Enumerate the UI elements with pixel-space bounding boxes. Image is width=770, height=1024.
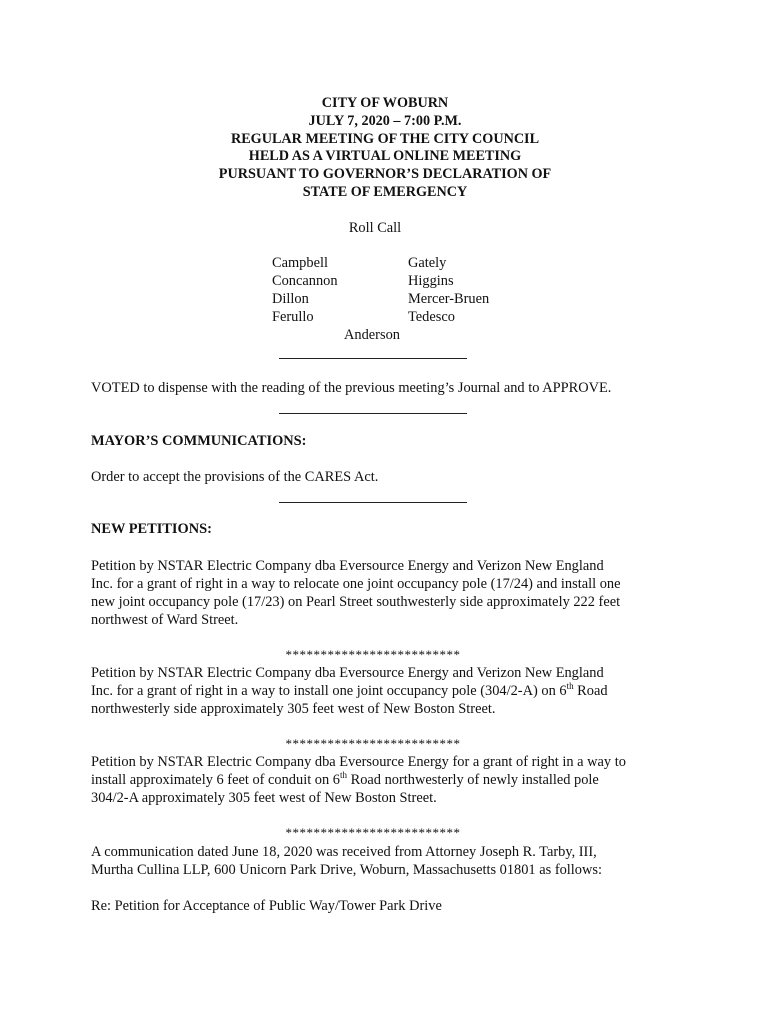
re-line-paragraph	[91, 897, 671, 915]
paragraph-line: Petition by NSTAR Electric Company dba Eversource Energy and Verizon New England	[91, 558, 604, 574]
heading-text: MAYOR’S COMMUNICATIONS:	[91, 433, 307, 449]
new-petitions-heading	[91, 520, 671, 538]
communication-paragraph	[91, 843, 671, 879]
header-line: CITY OF WOBURN	[321, 95, 449, 111]
roll-call-name: Ferullo	[272, 309, 314, 325]
roll-call-title: Roll Call	[348, 220, 402, 236]
roll-call-name: Higgins	[408, 273, 454, 289]
roll-call-name: Tedesco	[408, 309, 455, 325]
mayors-communications-text	[91, 468, 671, 486]
paragraph-line: Petition by NSTAR Electric Company dba Eversource Energy and Verizon New England	[91, 665, 604, 681]
roll-call-name: Anderson	[344, 327, 400, 343]
paragraph-line: Inc. for a grant of right in a way to relocate one joint occupancy pole (17/24) and install one	[91, 576, 621, 592]
paragraph-line	[91, 682, 671, 700]
voted-paragraph	[91, 379, 731, 397]
paragraph-line: new joint occupancy pole (17/23) on Pearl Street southwesterly side approximately 222 feet	[91, 594, 621, 610]
roll-call-name: Gately	[408, 255, 447, 271]
ordinal-suffix: th	[566, 681, 574, 692]
paragraph-text: Order to accept the provisions of the CARES Act.	[91, 469, 379, 485]
roll-call-left-column	[272, 254, 338, 326]
voted-text: VOTED to dispense with the reading of the previous meeting’s Journal and to APPROVE.	[91, 380, 612, 396]
header-line: REGULAR MEETING OF THE CITY COUNCIL	[230, 130, 540, 147]
roll-call-right-column	[408, 254, 489, 326]
roll-call-name: Dillon	[272, 291, 309, 307]
text-run: Inc. for a grant of right in a way to install one joint occupancy pole (304/2-A) on 6	[91, 683, 567, 699]
text-run: install approximately 6 feet of conduit on 6	[91, 772, 340, 788]
section-divider	[279, 502, 467, 503]
ordinal-suffix: th	[339, 770, 347, 781]
paragraph-line: A communication dated June 18, 2020 was received from Attorney Joseph R. Tarby, III,	[91, 844, 597, 860]
petition-paragraph-2	[91, 664, 671, 718]
paragraph-line: Murtha Cullina LLP, 600 Unicorn Park Drive, Woburn, Massachusetts 01801 as follows:	[91, 862, 602, 878]
asterisk-separator: *************************	[285, 647, 461, 662]
text-run: Road northwesterly of newly installed pole	[347, 772, 599, 788]
section-divider	[279, 413, 467, 414]
petition-paragraph-3	[91, 753, 671, 807]
heading-text: NEW PETITIONS:	[91, 521, 212, 537]
asterisk-separator: *************************	[285, 736, 461, 751]
header-line: HELD AS A VIRTUAL ONLINE MEETING	[248, 148, 522, 165]
roll-call-name: Mercer-Bruen	[408, 291, 490, 307]
document-header	[0, 94, 770, 201]
paragraph-line: northwesterly side approximately 305 feet west of New Boston Street.	[91, 701, 496, 717]
header-line: PURSUANT TO GOVERNOR’S DECLARATION OF	[218, 166, 552, 183]
text-run: Road	[573, 683, 608, 699]
petition-paragraph-1	[91, 557, 671, 629]
roll-call-name: Campbell	[272, 255, 328, 271]
paragraph-line	[91, 771, 671, 789]
section-divider	[279, 358, 467, 359]
paragraph-line: 304/2-A approximately 305 feet west of New Boston Street.	[91, 790, 437, 806]
mayors-communications-heading	[91, 432, 671, 450]
header-line: JULY 7, 2020 – 7:00 P.M.	[308, 112, 462, 129]
roll-call-name: Concannon	[272, 273, 338, 289]
asterisk-separator: *************************	[285, 825, 461, 840]
paragraph-line: northwest of Ward Street.	[91, 612, 239, 628]
paragraph-line: Petition by NSTAR Electric Company dba Eversource Energy for a grant of right in a way to	[91, 754, 626, 770]
paragraph-line: Re: Petition for Acceptance of Public Way/Tower Park Drive	[91, 898, 442, 914]
header-line: STATE OF EMERGENCY	[302, 183, 468, 200]
